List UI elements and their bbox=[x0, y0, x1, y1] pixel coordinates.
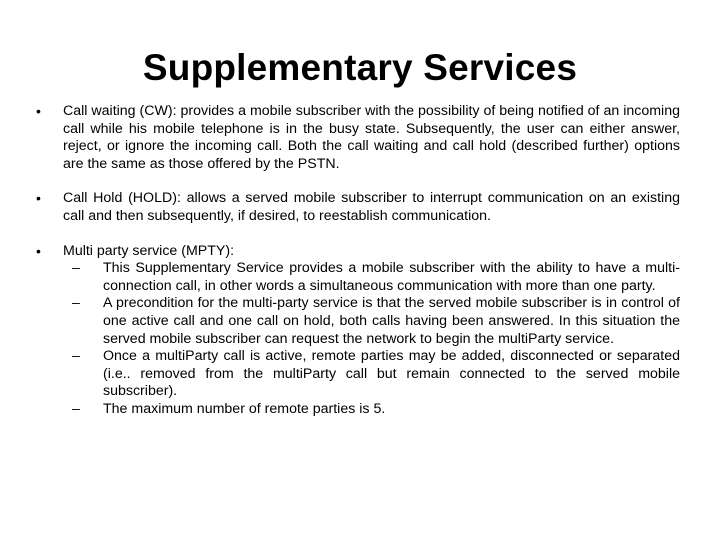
bullet-call-hold bbox=[36, 190, 680, 225]
sub-item bbox=[72, 260, 680, 295]
slide-title: Supplementary Services bbox=[142, 47, 578, 88]
bullet-marker: • bbox=[36, 103, 41, 119]
bullet-term: Call Hold (HOLD) bbox=[63, 190, 177, 207]
bullet-text: : bbox=[230, 242, 235, 259]
sub-item-text: A precondition for the multi-party service is that the served mobile subscriber is in control of one active call and one call on hold, both calls having been answered. In this situation the served mobile subscriber can request the network to begin the multiParty service. bbox=[103, 295, 680, 347]
bullet-term: Multi party service (MPTY) bbox=[63, 242, 231, 259]
sub-marker: – bbox=[72, 348, 80, 365]
sub-item bbox=[72, 348, 680, 401]
bullet-term: Call waiting (CW) bbox=[63, 103, 173, 119]
sub-item bbox=[72, 401, 680, 419]
sub-marker: – bbox=[72, 400, 80, 417]
sub-marker: – bbox=[72, 260, 80, 277]
sub-marker: – bbox=[72, 295, 80, 312]
sub-list bbox=[63, 260, 680, 418]
bullet-text: : provides a mobile subscriber with the possibility of being notified of an incoming call while his mobile telephone is in the busy state. Subsequently, the user can either answer, reject, or ignore the incoming call. Both the call waiting and call hold (described further) options are the same as those offered by the PSTN. bbox=[63, 103, 680, 172]
bullet-marker: • bbox=[36, 242, 41, 259]
bullet-multi-party bbox=[36, 243, 680, 419]
bullet-call-waiting bbox=[36, 103, 680, 173]
sub-item-text: The maximum number of remote parties is 5. bbox=[103, 400, 386, 417]
sub-item-text: Once a multiParty call is active, remote parties may be added, disconnected or separated (i.e.. removed from the multiParty call but remain connected to the served mobile subscriber). bbox=[103, 348, 680, 400]
bullet-text: : allows a served mobile subscriber to interrupt communication on an existing call and then subsequently, if desired, to reestablish communication. bbox=[63, 190, 680, 224]
sub-item bbox=[72, 295, 680, 348]
bullet-list bbox=[36, 103, 680, 419]
bullet-marker: • bbox=[36, 190, 41, 207]
sub-item-text: This Supplementary Service provides a mobile subscriber with the ability to have a multi-connection call, in other words a simultaneous communication with more than one party. bbox=[103, 260, 680, 294]
